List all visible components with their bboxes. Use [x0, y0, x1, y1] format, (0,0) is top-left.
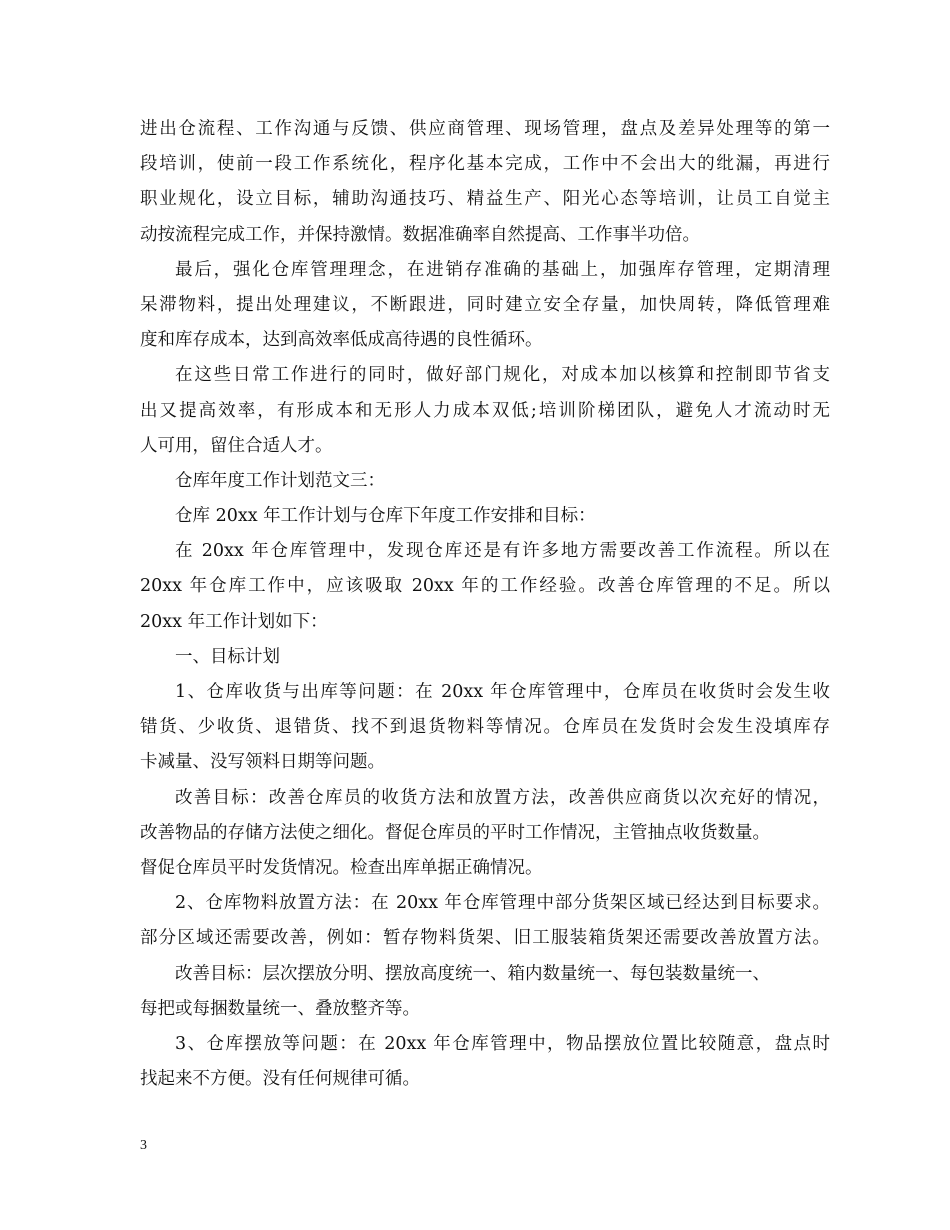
text-line: 2、仓库物料放置方法：在 20xx 年仓库管理中部分货架区域已经达到目标要求。 [175, 893, 830, 914]
text-line: 20xx 年仓库工作中，应该吸取 20xx 年的工作经验。改善仓库管理的不足。所以 [140, 576, 830, 597]
text-line: 在 20xx 年仓库管理中，发现仓库还是有许多地方需要改善工作流程。所以在 [175, 541, 830, 562]
text-line: 部分区域还需要改善，例如：暂存物料货架、旧工服装箱货架还需要改善放置方法。 [140, 928, 830, 949]
text-line: 找起来不方便。没有任何规律可循。 [140, 1069, 420, 1090]
text-line: 动按流程完成工作，并保持激情。数据准确率自然提高、工作事半功倍。 [140, 224, 700, 245]
text-line: 20xx 年工作计划如下： [140, 611, 328, 632]
text-line: 卡减量、没写领料日期等问题。 [140, 752, 385, 773]
text-line: 改善目标：改善仓库员的收货方法和放置方法，改善供应商货以次充好的情况， [175, 787, 830, 808]
text-line: 1、仓库收货与出库等问题：在 20xx 年仓库管理中，仓库员在收货时会发生收 [175, 682, 830, 702]
text-line: 出又提高效率，有形成本和无形人力成本双低;培训阶梯团队，避免人才流动时无 [140, 400, 830, 421]
text-line: 错货、少收货、退错货、找不到退货物料等情况。仓库员在发货时会发生没填库存 [140, 717, 830, 738]
text-line: 人可用，留住合适人才。 [140, 435, 333, 456]
text-line: 职业规化，设立目标，辅助沟通技巧、精益生产、阳光心态等培训，让员工自觉主 [140, 189, 830, 210]
text-line: 进出仓流程、工作沟通与反馈、供应商管理、现场管理，盘点及差异处理等的第一 [140, 119, 830, 139]
text-line: 3、仓库摆放等问题：在 20xx 年仓库管理中，物品摆放位置比较随意，盘点时 [175, 1033, 830, 1054]
text-line: 仓库年度工作计划范文三： [175, 470, 385, 491]
text-line: 在这些日常工作进行的同时，做好部门规化，对成本加以核算和控制即节省支 [175, 365, 830, 386]
text-line: 一、目标计划 [175, 646, 280, 667]
document-body [140, 112, 830, 1097]
text-line: 呆滞物料，提出处理建议，不断跟进，同时建立安全存量，加快周转，降低管理难 [140, 294, 830, 315]
text-line: 段培训，使前一段工作系统化，程序化基本完成，工作中不会出大的纰漏，再进行 [140, 154, 830, 175]
page-number: 3 [140, 1138, 147, 1153]
text-line: 度和库存成本，达到高效率低成高待遇的良性循环。 [140, 330, 543, 351]
text-line: 仓库 20xx 年工作计划与仓库下年度工作安排和目标： [175, 506, 596, 527]
text-line: 改善物品的存储方法使之细化。督促仓库员的平时工作情况，主管抽点收货数量。 [140, 822, 770, 843]
text-line: 最后，强化仓库管理理念，在进销存准确的基础上，加强库存管理，定期清理 [175, 259, 830, 280]
text-line: 督促仓库员平时发货情况。检查出库单据正确情况。 [140, 857, 543, 878]
text-line: 改善目标：层次摆放分明、摆放高度统一、箱内数量统一、每包装数量统一、 [175, 963, 770, 984]
text-line: 每把或每捆数量统一、叠放整齐等。 [140, 998, 420, 1019]
